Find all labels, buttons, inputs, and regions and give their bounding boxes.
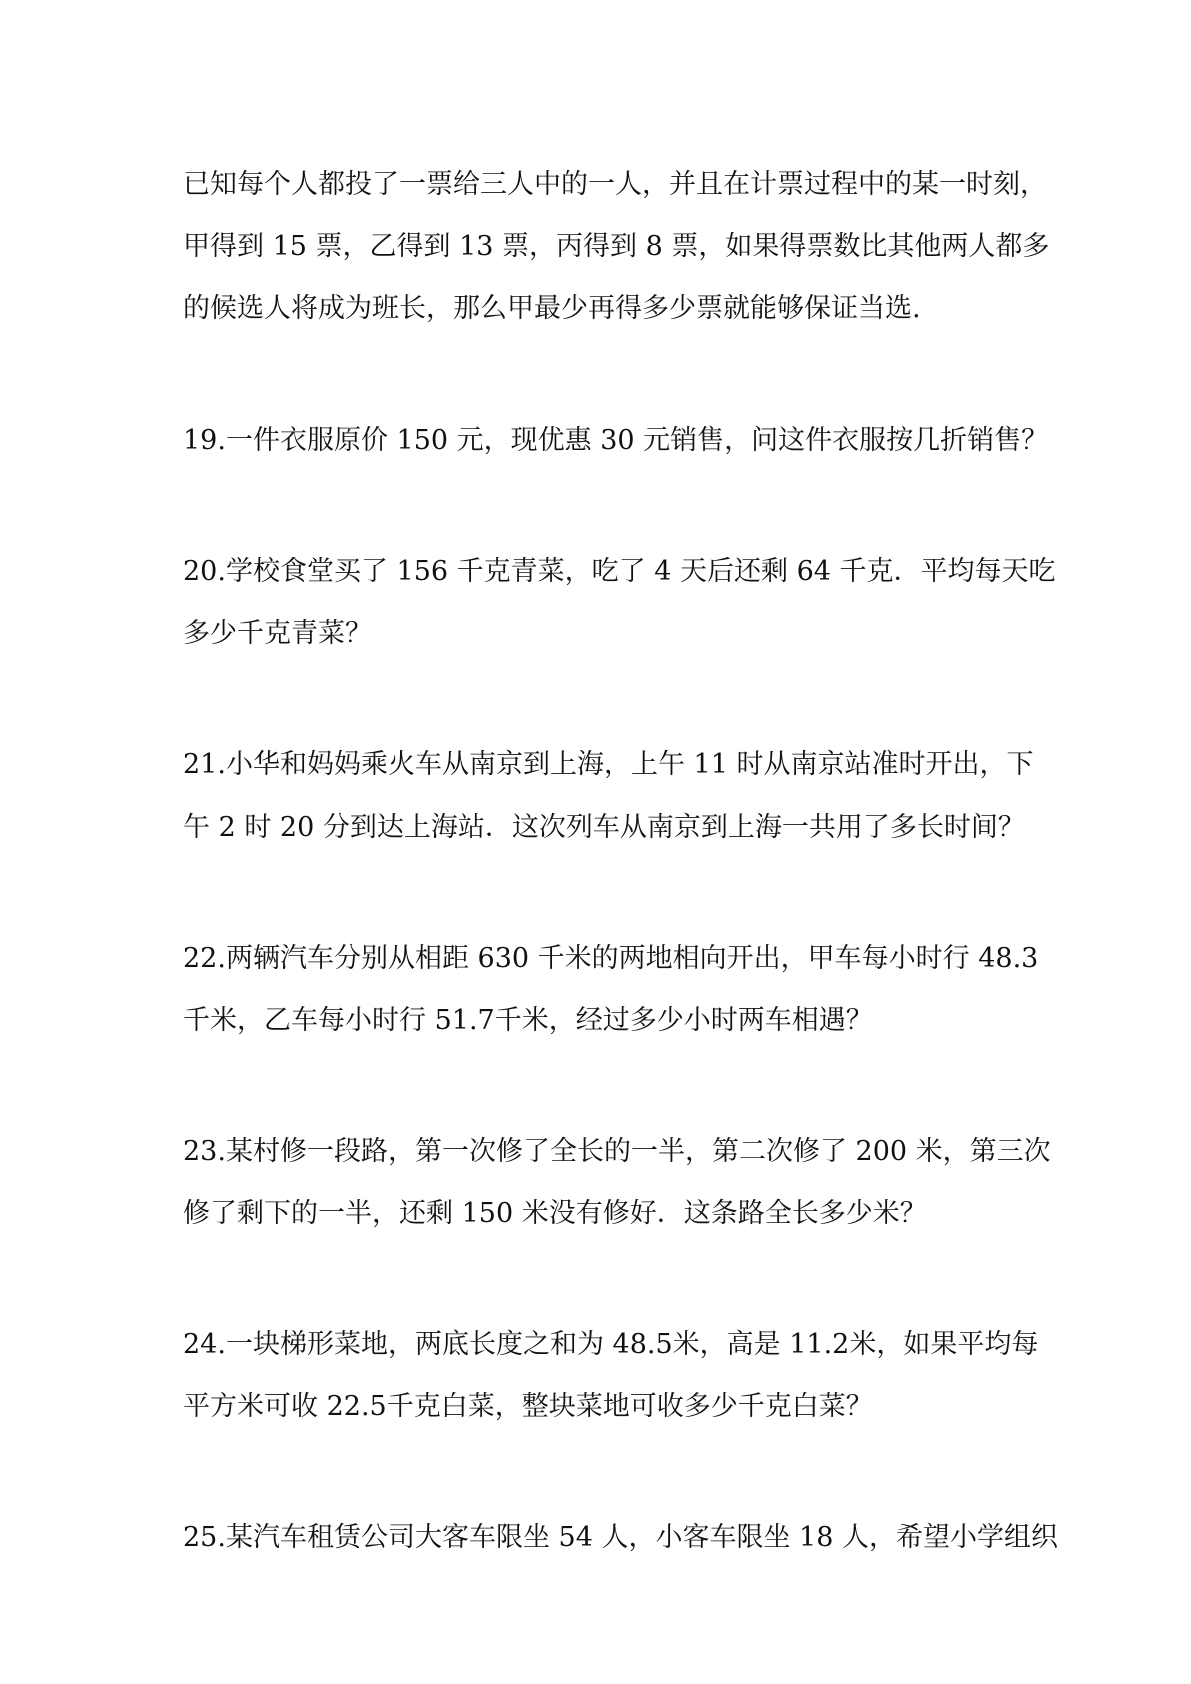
- question-22-line-1: 22.两辆汽车分别从相距 630 千米的两地相向开出，甲车每小时行 48.3: [183, 943, 1039, 974]
- question-20-line-2: 多少千克青菜？: [183, 618, 372, 649]
- intro-line-2: 甲得到 15 票，乙得到 13 票，丙得到 8 票，如果得票数比其他两人都多: [183, 231, 1050, 262]
- question-20-line-1: 20.学校食堂买了 156 千克青菜，吃了 4 天后还剩 64 千克．平均每天吃: [183, 556, 1056, 587]
- intro-line-1: 已知每个人都投了一票给三人中的一人，并且在计票过程中的某一时刻，: [183, 169, 1047, 200]
- question-24-line-1: 24.一块梯形菜地，两底长度之和为 48.5米，高是 11.2米，如果平均每: [183, 1329, 1039, 1360]
- question-23-line-2: 修了剩下的一半，还剩 150 米没有修好．这条路全长多少米？: [183, 1198, 927, 1229]
- intro-line-3: 的候选人将成为班长，那么甲最少再得多少票就能够保证当选.: [183, 293, 921, 324]
- question-24-line-2: 平方米可收 22.5千克白菜，整块菜地可收多少千克白菜？: [183, 1391, 873, 1422]
- question-23-line-1: 23.某村修一段路，第一次修了全长的一半，第二次修了 200 米，第三次: [183, 1136, 1051, 1167]
- question-25-line-1: 25.某汽车租赁公司大客车限坐 54 人，小客车限坐 18 人，希望小学组织: [183, 1522, 1058, 1553]
- question-22-line-2: 千米，乙车每小时行 51.7千米，经过多少小时两车相遇？: [183, 1005, 873, 1036]
- question-19: 19.一件衣服原价 150 元，现优惠 30 元销售，问这件衣服按几折销售？: [183, 425, 1049, 456]
- question-21-line-1: 21.小华和妈妈乘火车从南京到上海，上午 11 时从南京站准时开出，下: [183, 749, 1034, 780]
- question-21-line-2: 午 2 时 20 分到达上海站．这次列车从南京到上海一共用了多长时间？: [183, 812, 1025, 843]
